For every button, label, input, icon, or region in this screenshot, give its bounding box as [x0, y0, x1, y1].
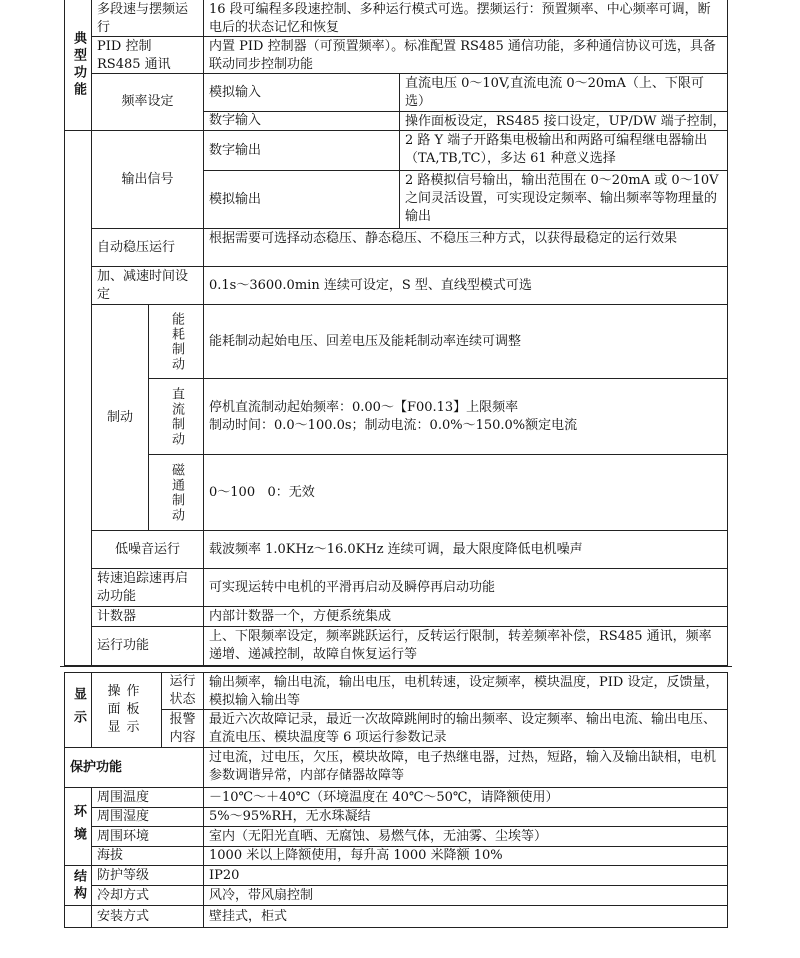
protection-value: 过电流，过电压，欠压，模块故障，电子热继电器，过热，短路，输入及输出缺相，电机参数调谐异常，内部存储器故障等 [204, 748, 728, 788]
freq-setting-label: 频率设定 [92, 74, 204, 131]
analog-output-value: 2 路模拟信号输出，输出范围在 0～20mA 或 0～10V 之间灵活设置，可实现设定频率、输出频率等物理量的输出 [400, 171, 728, 229]
control-section-blank [64, 131, 92, 666]
run-function-value: 上、下限频率设定，频率跳跃运行，反转运行限制，转差频率补偿，RS485 通讯，频率递增、递减控制，故障自恢复运行等 [204, 627, 728, 666]
cooling-method-value: 风冷，带风扇控制 [204, 886, 728, 906]
section-structure: 结构 [64, 866, 92, 906]
energy-brake-label: 能耗制动 [149, 305, 204, 379]
section-environment: 环境 [64, 788, 92, 866]
speed-tracking-label: 转速追踪速再启动功能 [92, 569, 204, 607]
pid-value: 内置 PID 控制器（可预置频率）。标准配置 RS485 通信功能，多种通信协议可选，具备联动同步控制功能 [204, 37, 728, 74]
protection-class-value: IP20 [204, 866, 728, 886]
multispeed-value: 16 段可编程多段速控制、多种运行模式可选。摆频运行：预置频率、中心频率可调，断电后的状态记忆和恢复 [204, 0, 728, 37]
run-status-value: 输出频率，输出电流，输出电压，电机转速，设定频率，模块温度，PID 设定，反馈量，模拟输入输出等 [204, 672, 728, 710]
avr-value: 根据需要可选择动态稳压、静态稳压、不稳压三种方式，以获得最稳定的运行效果 [204, 229, 728, 267]
run-function-label: 运行功能 [92, 627, 204, 666]
speed-tracking-value: 可实现运转中电机的平滑再启动及瞬停再启动功能 [204, 569, 728, 607]
mounting-method-label: 安装方式 [92, 906, 204, 928]
alarm-content-label: 报警内容 [162, 710, 204, 748]
digital-output-label: 数字输出 [204, 131, 400, 171]
energy-brake-value: 能耗制动起始电压、回差电压及能耗制动率连续可调整 [204, 305, 728, 379]
ambient-environment-label: 周围环境 [92, 827, 204, 847]
flux-brake-label: 磁通制动 [149, 455, 204, 531]
low-noise-label: 低噪音运行 [92, 531, 204, 569]
brake-label: 制动 [92, 305, 149, 531]
operation-panel-label: 操作面板显示 [92, 672, 162, 748]
ambient-environment-value: 室内（无阳光直晒、无腐蚀、易燃气体，无油雾、尘埃等） [204, 827, 728, 847]
accel-label: 加、减速时间设定 [92, 267, 204, 305]
section-typical-functions: 典型功能 [64, 0, 92, 131]
output-signal-label: 输出信号 [92, 131, 204, 229]
analog-output-label: 模拟输出 [204, 171, 400, 229]
cooling-method-label: 冷却方式 [92, 886, 204, 906]
digital-output-value: 2 路 Y 端子开路集电极输出和两路可编程继电器输出（TA,TB,TC），多达 61 种意义选择 [400, 131, 728, 171]
section-protection: 保护功能 [64, 748, 204, 788]
analog-input-label: 模拟输入 [204, 74, 400, 112]
dc-brake-line-2: 制动时间：0.0～100.0s；制动电流：0.0%～150.0%额定电流 [209, 417, 578, 433]
ambient-humidity-value: 5%～95%RH，无水珠凝结 [204, 808, 728, 827]
altitude-value: 1000 米以上降额使用，每升高 1000 米降额 10% [204, 847, 728, 866]
ambient-temp-value: －10℃～＋40℃（环境温度在 40℃～50℃，请降额使用） [204, 788, 728, 808]
accel-value: 0.1s～3600.0min 连续可设定，S 型、直线型模式可选 [204, 267, 728, 305]
protection-class-label: 防护等级 [92, 866, 204, 886]
digital-input-label: 数字输入 [204, 112, 400, 131]
spec-table [64, 0, 728, 928]
section-display: 显示 [64, 672, 92, 748]
dc-brake-value [204, 379, 728, 455]
mounting-section-blank [64, 906, 92, 928]
counter-value: 内部计数器一个，方便系统集成 [204, 607, 728, 627]
ambient-humidity-label: 周围湿度 [92, 808, 204, 827]
run-status-label: 运行状态 [162, 672, 204, 710]
alarm-content-value: 最近六次故障记录，最近一次故障跳闸时的输出频率、设定频率、输出电流、输出电压、直流电压、模块温度等 6 项运行参数记录 [204, 710, 728, 748]
multispeed-label: 多段速与摆频运行 [92, 0, 204, 37]
digital-input-value: 操作面板设定，RS485 接口设定，UP/DW 端子控制， [400, 112, 728, 131]
dc-brake-label: 直流制动 [149, 379, 204, 455]
avr-label: 自动稳压运行 [92, 229, 204, 267]
low-noise-value: 载波频率 1.0KHz～16.0KHz 连续可调，最大限度降低电机噪声 [204, 531, 728, 569]
counter-label: 计数器 [92, 607, 204, 627]
pid-label: PID 控制 RS485 通讯 [92, 37, 204, 74]
mounting-method-value: 壁挂式，柜式 [204, 906, 728, 928]
ambient-temp-label: 周围温度 [92, 788, 204, 808]
altitude-label: 海拔 [92, 847, 204, 866]
flux-brake-value: 0～100 0：无效 [204, 455, 728, 531]
dc-brake-line-1: 停机直流制动起始频率：0.00～【F00.13】上限频率 [209, 399, 519, 415]
analog-input-value: 直流电压 0～10V,直流电流 0～20mA（上、下限可选） [400, 74, 728, 112]
